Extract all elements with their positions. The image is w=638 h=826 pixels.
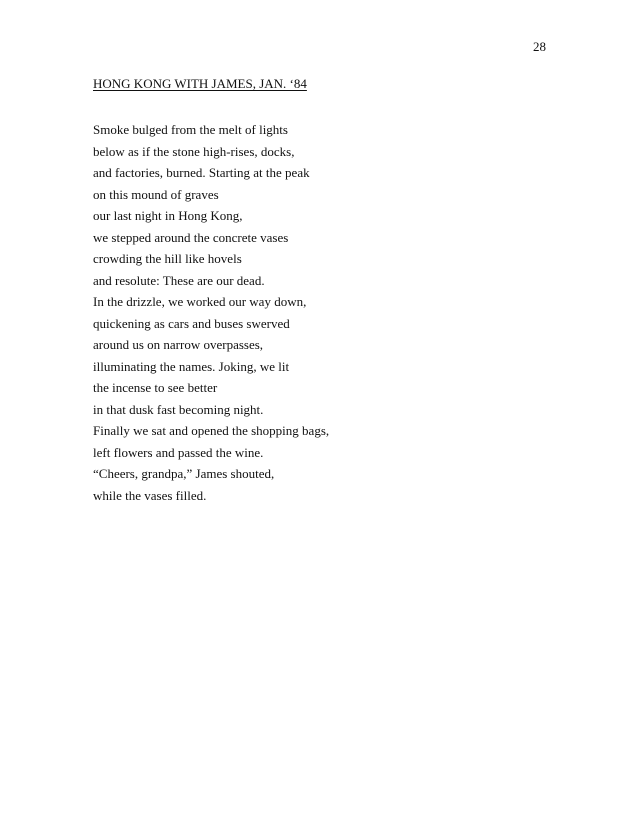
poem-line: on this mound of graves: [93, 186, 219, 202]
poem-line: In the drizzle, we worked our way down,: [93, 294, 307, 309]
poem-line: and resolute: These are our dead.: [93, 272, 265, 288]
poem-line: in that dusk fast becoming night.: [93, 401, 264, 417]
page-number: 28: [533, 39, 546, 54]
poem-line: while the vases filled.: [93, 487, 207, 503]
poem-line: Smoke bulged from the melt of lights: [93, 122, 288, 137]
poem-line: below as if the stone high-rises, docks,: [93, 143, 295, 159]
poem-line: and factories, burned. Starting at the peak: [93, 165, 310, 180]
poem-line: quickening as cars and buses swerved: [93, 315, 290, 331]
poem-line: around us on narrow overpasses,: [93, 337, 264, 352]
poem-title: HONG KONG WITH JAMES, JAN. ‘84: [93, 76, 307, 91]
poem-line: crowding the hill like hovels: [93, 251, 242, 266]
poem-line: illuminating the names. Joking, we lit: [93, 358, 290, 374]
poem-line: left flowers and passed the wine.: [93, 444, 264, 460]
poem-line: Finally we sat and opened the shopping bags,: [93, 423, 330, 438]
poem-line: our last night in Hong Kong,: [93, 208, 243, 223]
poem-body: [93, 119, 329, 506]
poem-line: we stepped around the concrete vases: [93, 229, 289, 245]
poem-line: the incense to see better: [93, 380, 218, 395]
poem-line: “Cheers, grandpa,” James shouted,: [93, 466, 275, 481]
